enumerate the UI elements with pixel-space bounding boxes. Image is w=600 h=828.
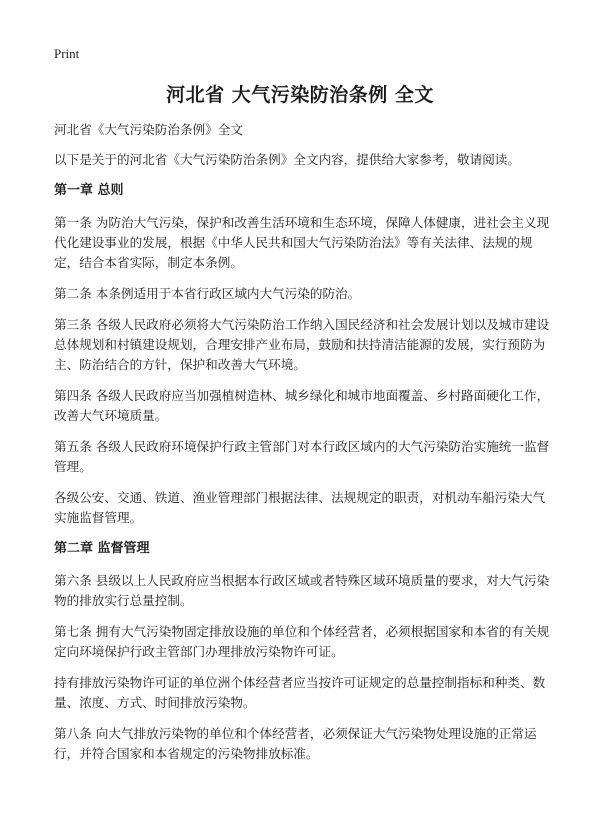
print-link[interactable]: Print: [54, 46, 80, 61]
article-6: 第六条 县级以上人民政府应当根据本行政区域或者特殊区域环境质量的要求，对大气污染物的排放实行总量控制。: [54, 573, 550, 608]
article-7-para-2: 持有排放污染物许可证的单位洲个体经营者应当按许可证规定的总量控制指标和种类、数量、浓度、方式、时间排放污染物。: [54, 675, 546, 710]
article-2: 第二条 本条例适用于本省行政区域内大气污染的防治。: [54, 286, 361, 301]
article-7: 第七条 拥有大气污染物固定排放设施的单位和个体经营者，必须根据国家和本省的有关规定向环境保护行政主管部门办理排放污染物许可证。: [54, 624, 550, 659]
document-body: [54, 120, 552, 775]
document-subtitle: 河北省《大气污染防治条例》全文: [54, 122, 243, 137]
article-8: 第八条 向大气排放污染物的单位和个体经营者，必须保证大气污染物处理设施的正常运行，并符合国家和本省规定的污染物排放标准。: [54, 726, 537, 761]
intro-paragraph: 以下是关于的河北省《大气污染防治条例》全文内容，提供给大家参考，敬请阅读。: [54, 152, 520, 167]
page-title: 河北省 大气污染防治条例 全文: [166, 84, 434, 106]
article-4: 第四条 各级人民政府应当加强植树造林、城乡绿化和城市地面覆盖、乡村路面硬化工作，改善大气环境质量。: [54, 388, 550, 423]
chapter-2-heading: 第二章 监督管理: [54, 541, 150, 556]
article-1: 第一条 为防治大气污染，保护和改善生活环境和生态环境，保障人体健康，进社会主义现代化建设事业的发展，根据《中华人民共和国大气污染防治法》等有关法律、法规的规定，结合本省实际，制定本条例。: [54, 215, 550, 270]
article-5-para-2: 各级公安、交通、铁道、渔业管理部门根据法律、法规规定的职责，对机动车船污染大气实施监督管理。: [54, 490, 546, 525]
article-5: 第五条 各级人民政府环境保护行政主管部门对本行政区域内的大气污染防治实施统一监督管理。: [54, 439, 550, 474]
article-3: 第三条 各级人民政府必须将大气污染防治工作纳入国民经济和社会发展计划以及城市建设总体规划和村镇建设规划，合理安排产业布局，鼓励和扶持清洁能源的发展，实行预防为主、防治结合的方针，保护和改善大气环境。: [54, 317, 550, 372]
chapter-1-heading: 第一章 总则: [54, 183, 124, 198]
